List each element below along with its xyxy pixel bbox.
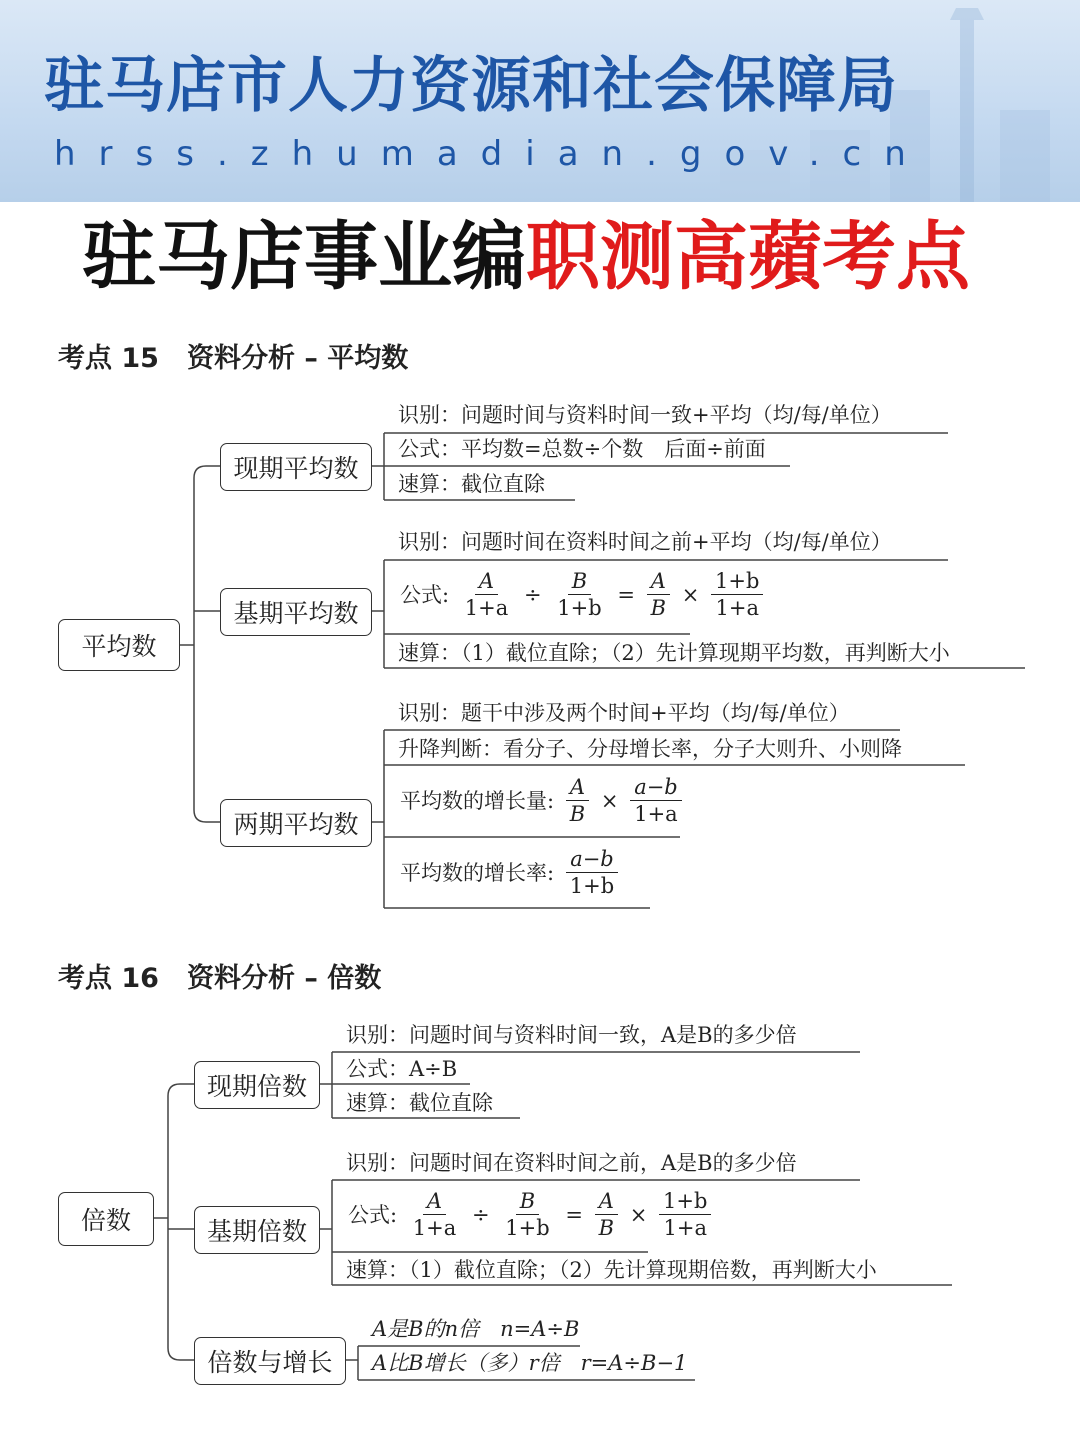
current-average-identify: 识别：问题时间与资料时间一致+平均（均/每/单位） [398,403,892,427]
formula-prefix: 公式: [348,1202,398,1227]
node-two-period-average: 两期平均数 [220,799,372,847]
two-period-trend: 升降判断：看分子、分母增长率，分子大则升、小则降 [398,737,902,761]
two-period-growth-amount: 平均数的增长量: $\frac{A}{B}$ × $\frac{a-b}{1+a}$ [398,774,685,827]
formula-prefix: 公式: [400,582,450,607]
multiple-r-formula: A比B增长（多）r倍 r=A÷B−1 [372,1351,688,1375]
node-base-multiple: 基期倍数 [194,1206,320,1254]
fraction: $\frac{1+b}{1+a}$ [659,1188,711,1241]
section-15-title: 资料分析 – 平均数 [186,343,409,374]
root-node-average: 平均数 [58,619,180,671]
current-multiple-identify: 识别：问题时间与资料时间一致，A是B的多少倍 [346,1023,797,1047]
fraction: $\frac{A}{B}$ [566,774,589,827]
section-16-title: 资料分析 – 倍数 [186,963,382,994]
organization-name: 驻马店市人力资源和社会保障局 [44,51,898,121]
section-16-heading [58,956,381,995]
website-url: hrss.zhumadian.gov.cn [54,134,929,174]
current-multiple-quick-calc: 速算：截位直除 [346,1091,493,1115]
fraction: $\frac{B}{1+b}$ [505,1189,550,1240]
fraction: $\frac{A}{B}$ [647,568,670,621]
fraction: $\frac{A}{1+a}$ [412,1189,457,1240]
section-16-number: 考点 16 [58,963,159,994]
node-current-average: 现期平均数 [220,443,372,491]
fraction: $\frac{B}{1+b}$ [557,569,602,620]
base-multiple-quick-calc: 速算：（1）截位直除；（2）先计算现期倍数，再判断大小 [346,1258,877,1282]
section-15-number: 考点 15 [58,343,159,374]
fraction: $\frac{a-b}{1+a}$ [630,774,682,827]
headline-black: 驻马店事业编 [82,214,526,300]
fraction: $\frac{1+b}{1+a}$ [711,568,763,621]
node-multiple-and-growth: 倍数与增长 [194,1337,346,1385]
base-average-formula: 公式: $\frac{A}{1+a}$ ÷ $\frac{B}{1+b}$ = $\frac{A}{B}$ × $\frac{1+b}{1+a}$ [398,568,766,621]
base-average-identify: 识别：问题时间在资料时间之前+平均（均/每/单位） [398,530,892,554]
fraction: $\frac{a-b}{1+b}$ [566,846,618,899]
fraction: $\frac{A}{1+a}$ [464,569,509,620]
base-multiple-identify: 识别：问题时间在资料时间之前，A是B的多少倍 [346,1151,797,1175]
root-node-multiple: 倍数 [58,1192,154,1246]
base-average-quick-calc: 速算：（1）截位直除；（2）先计算现期平均数，再判断大小 [398,641,950,665]
node-current-multiple: 现期倍数 [194,1061,320,1109]
node-base-average: 基期平均数 [220,588,372,636]
multiple-n-formula: A是B的n倍 n=A÷B [372,1317,580,1341]
current-multiple-formula: 公式：A÷B [346,1057,458,1081]
section-15-heading [58,336,408,375]
current-average-formula: 公式：平均数=总数÷个数 后面÷前面 [398,437,766,461]
fraction: $\frac{A}{B}$ [595,1188,618,1241]
two-period-growth-rate: 平均数的增长率: $\frac{a-b}{1+b}$ [398,846,621,899]
current-average-quick-calc: 速算：截位直除 [398,472,545,496]
headline-red: 职测高蘋考点 [526,214,970,300]
base-multiple-formula: 公式: $\frac{A}{1+a}$ ÷ $\frac{B}{1+b}$ = $\frac{A}{B}$ × $\frac{1+b}{1+a}$ [346,1188,714,1241]
two-period-identify: 识别：题干中涉及两个时间+平均（均/每/单位） [398,701,850,725]
